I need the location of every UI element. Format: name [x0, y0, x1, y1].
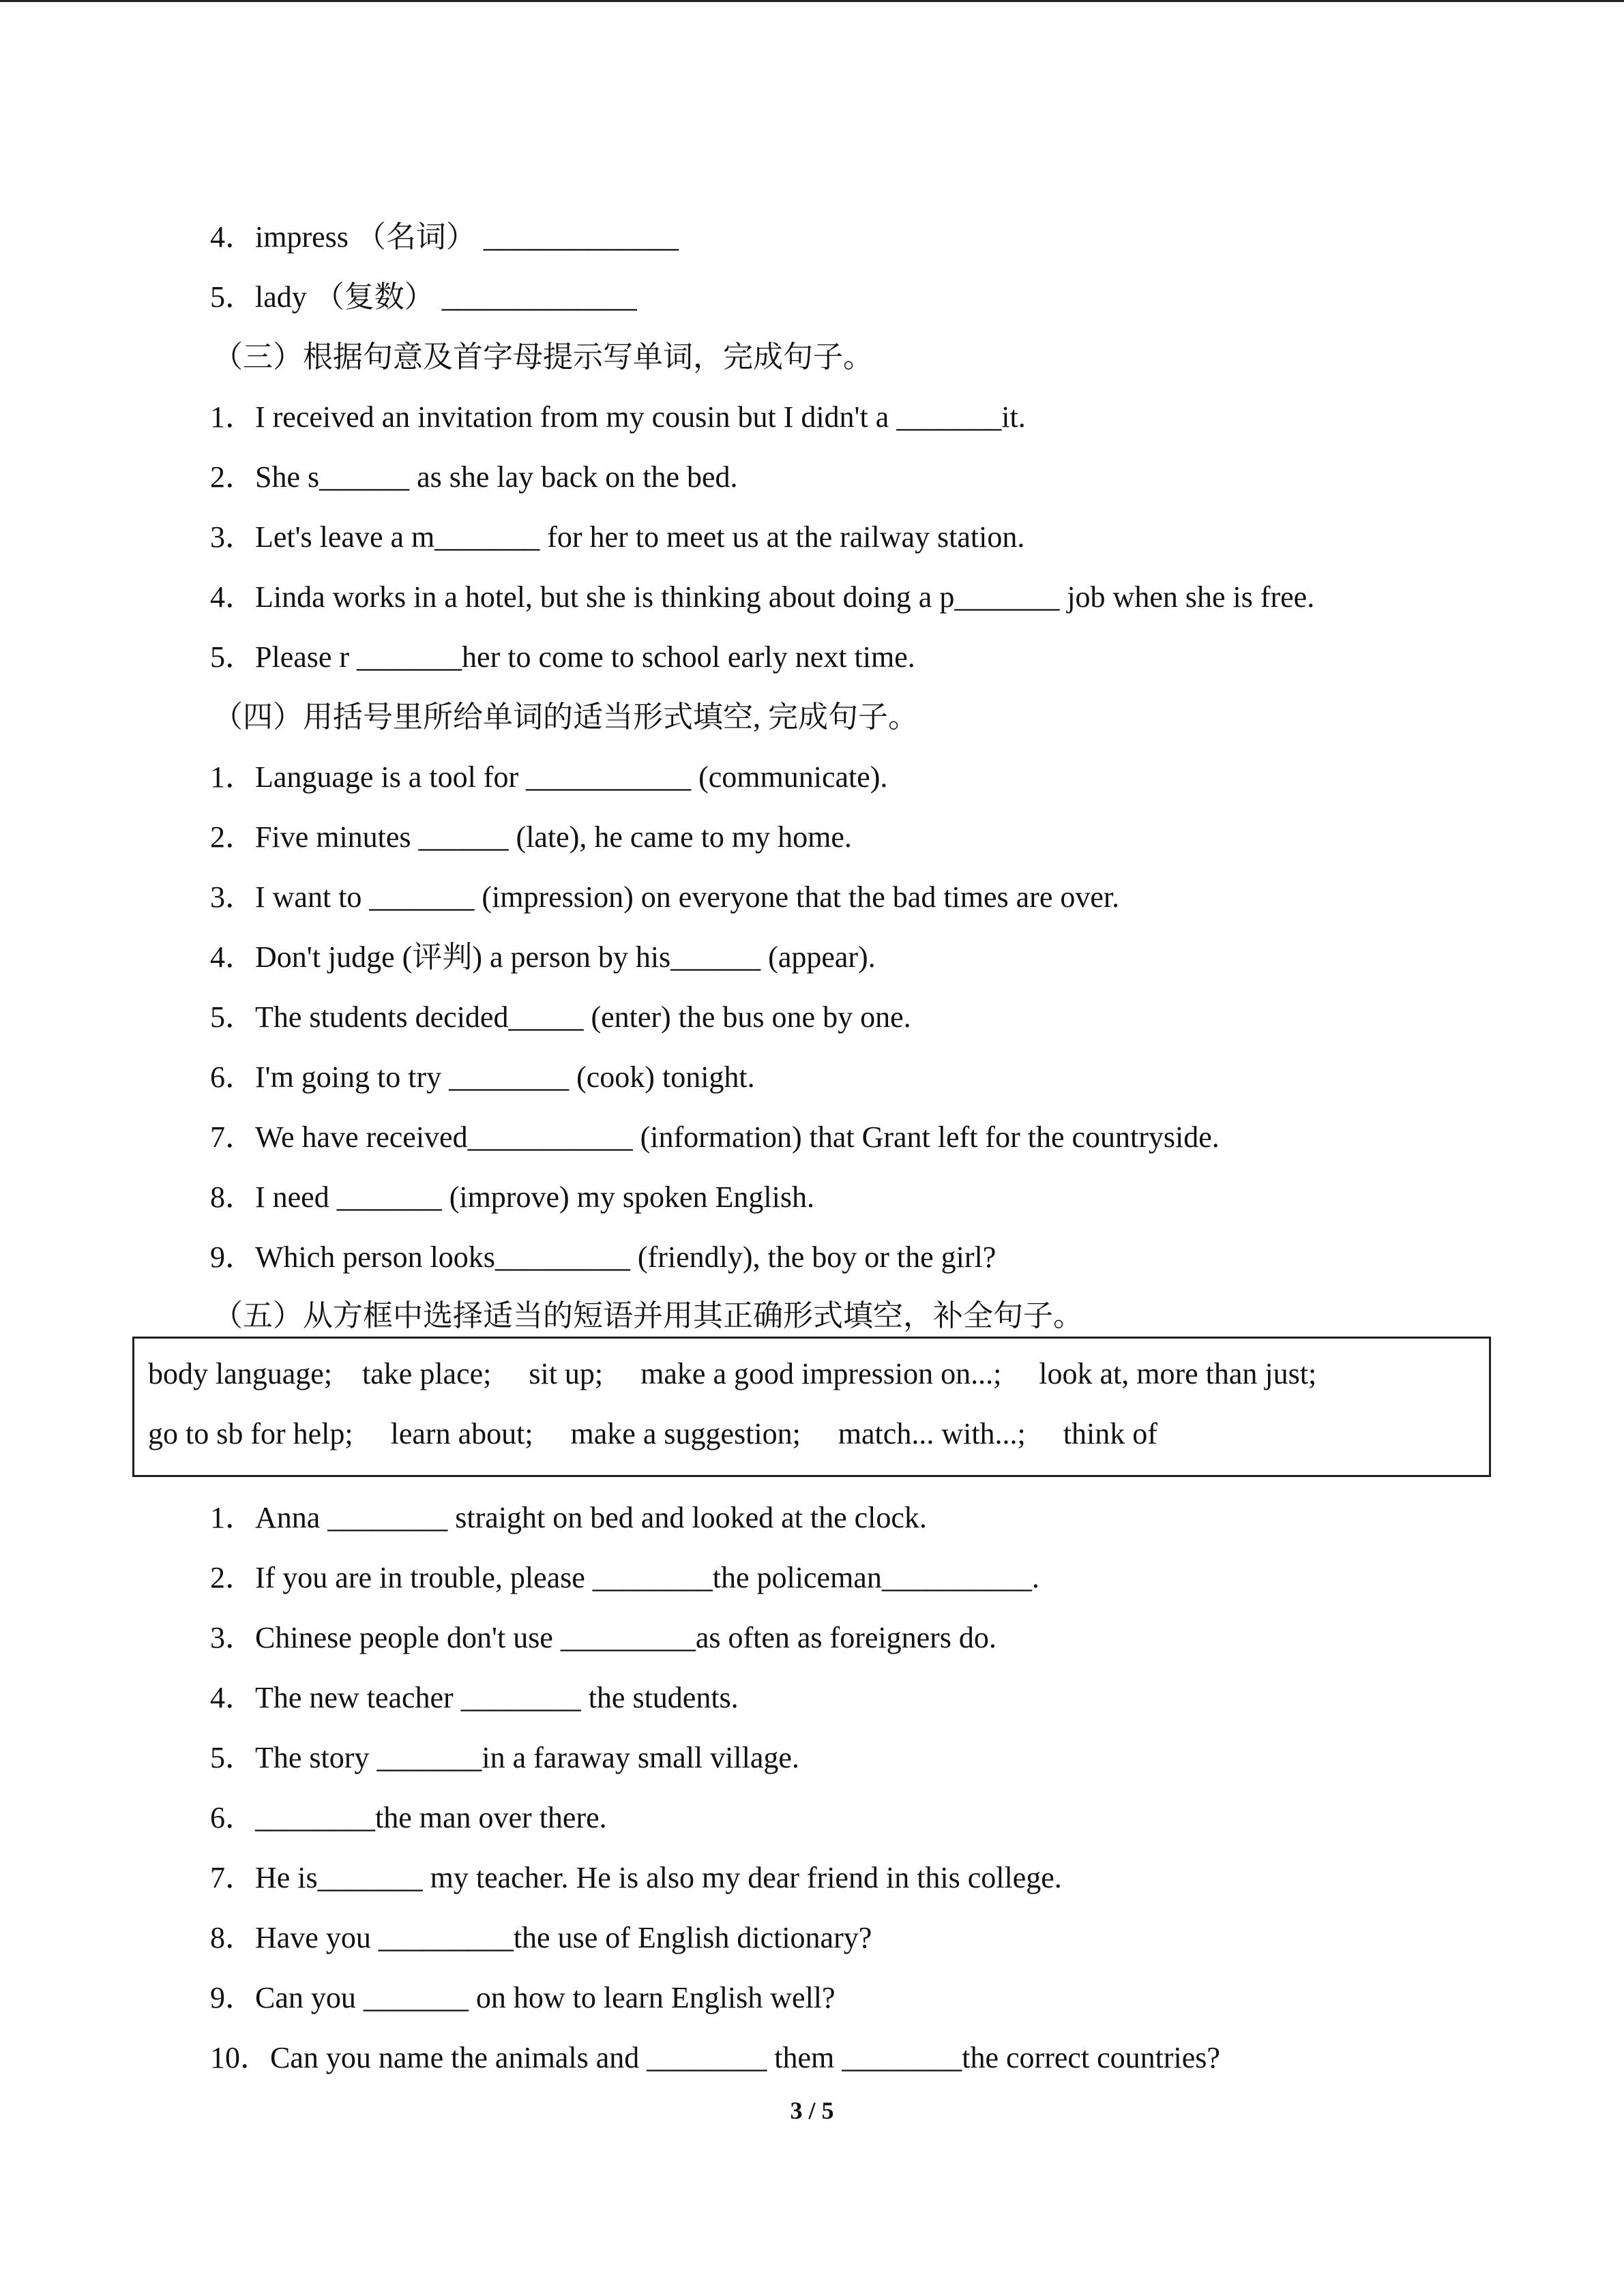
- sec4-item: 8．I need _______ (improve) my spoken English.: [210, 1180, 814, 1214]
- phrase-box-line: body language; take place; sit up; make a good impression on...; look at, more than just;: [148, 1357, 1317, 1390]
- sec5-item: 6．________the man over there.: [210, 1801, 607, 1834]
- sec3-heading: （三）根据句意及首字母提示写单词，完成句子。: [213, 340, 873, 374]
- sec4-item: 3．I want to _______ (impression) on everyone that the bad times are over.: [210, 880, 1120, 914]
- sec5-item: 1．Anna ________ straight on bed and looked at the clock.: [210, 1501, 927, 1534]
- sec4-item: 7．We have received___________ (information) that Grant left for the countryside.: [210, 1120, 1220, 1154]
- sec3-item: 1．I received an invitation from my cousin but I didn't a _______it.: [210, 400, 1026, 434]
- sec4-heading: （四）用括号里所给单词的适当形式填空, 完成句子。: [213, 700, 918, 734]
- sec5-item: 7．He is_______ my teacher. He is also my dear friend in this college.: [210, 1861, 1062, 1894]
- sec5-item: 5．The story _______in a faraway small village.: [210, 1741, 799, 1774]
- sec3-item: 5．Please r _______her to come to school early next time.: [210, 640, 915, 674]
- sec3-item: 3．Let's leave a m_______ for her to meet us at the railway station.: [210, 520, 1025, 554]
- sec5-item: 4．The new teacher ________ the students.: [210, 1681, 739, 1714]
- page-top-border: [0, 0, 1624, 2]
- sec5-item: 2．If you are in trouble, please ________the policeman__________.: [210, 1561, 1039, 1594]
- sec4-item: 9．Which person looks_________ (friendly), the boy or the girl?: [210, 1240, 996, 1274]
- sec3-item: 2．She s______ as she lay back on the bed.: [210, 460, 738, 494]
- page-number: 3 / 5: [790, 2097, 834, 2124]
- sec5-heading: （五）从方框中选择适当的短语并用其正确形式填空，补全句子。: [213, 1299, 1083, 1332]
- sec4-item: 6．I'm going to try ________ (cook) tonight.: [210, 1060, 755, 1094]
- sec5-item: 3．Chinese people don't use _________as often as foreigners do.: [210, 1621, 996, 1654]
- sec3-item: 4．Linda works in a hotel, but she is thinking about doing a p_______ job when she is free.: [210, 580, 1315, 614]
- phrase-box-line: go to sb for help; learn about; make a suggestion; match... with...; think of: [148, 1417, 1157, 1450]
- sec2-item-5: 5．lady （复数） _____________: [210, 280, 637, 314]
- sec4-item: 2．Five minutes ______ (late), he came to my home.: [210, 820, 852, 854]
- sec5-item: 8．Have you _________the use of English dictionary?: [210, 1921, 872, 1954]
- sec4-item: 1．Language is a tool for ___________ (communicate).: [210, 760, 888, 794]
- sec4-item: 4．Don't judge (评判) a person by his______ (appear).: [210, 940, 876, 974]
- sec5-item: 9．Can you _______ on how to learn English well?: [210, 1981, 836, 2014]
- phrase-box: [132, 1337, 1491, 1477]
- sec2-item-4: 4．impress （名词） _____________: [210, 220, 679, 254]
- sec4-item: 5．The students decided_____ (enter) the bus one by one.: [210, 1000, 911, 1034]
- sec5-item: 10．Can you name the animals and ________ them ________the correct countries?: [210, 2041, 1220, 2074]
